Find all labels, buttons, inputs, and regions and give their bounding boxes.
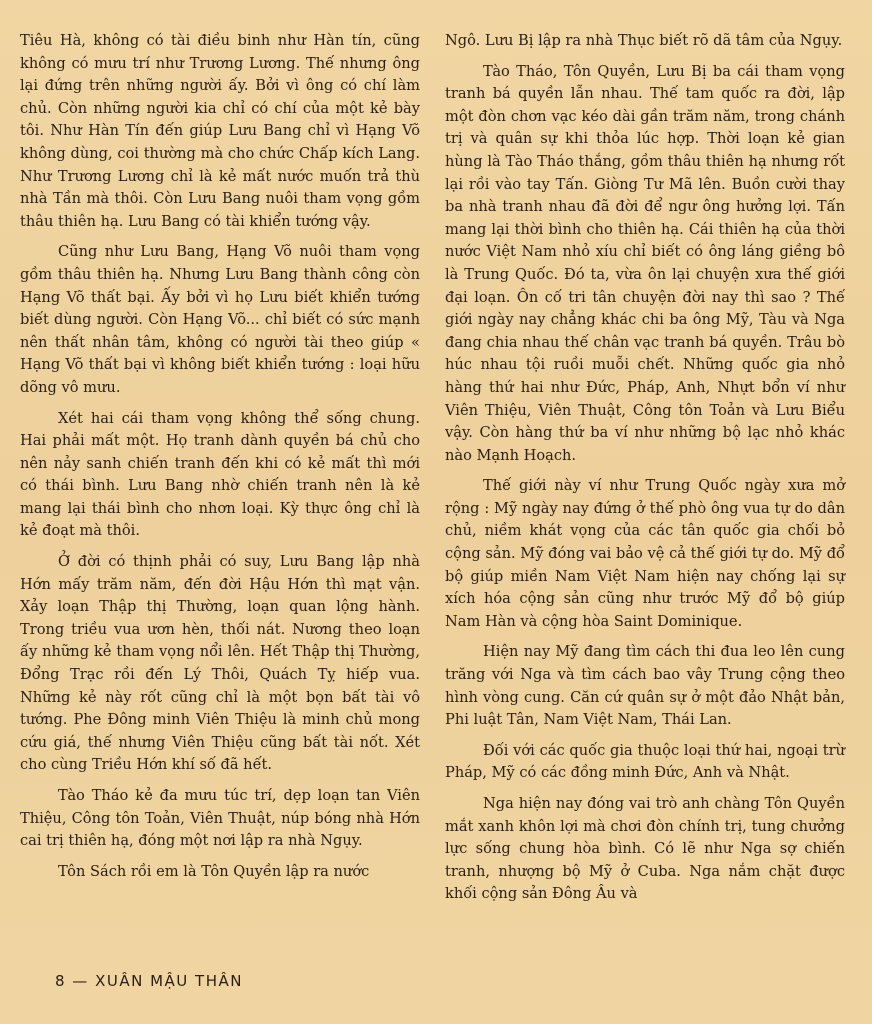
paragraph: Cũng như Lưu Bang, Hạng Võ nuôi tham vọng gồm thâu thiên hạ. Nhưng Lưu Bang thành công còn Hạng Võ thất bại. Ấy bởi vì họ Lưu biết khiển tướng biết dùng người. Còn Hạng Võ... chỉ biết có sức mạnh nên thất nhân tâm, không có người tài theo giúp « Hạng Võ thất bại vì không biết khiển tướng : loại hữu dõng vô mưu.	[20, 243, 420, 396]
paragraph: Tào Tháo kẻ đa mưu túc trí, dẹp loạn tan Viên Thiệu, Công tôn Toản, Viên Thuật, núp bóng nhà Hớn cai trị thiên hạ, đóng một nơi lập ra nhà Ngụy.	[20, 787, 420, 850]
paragraph: Ngô. Lưu Bị lập ra nhà Thục biết rõ dã tâm của Ngụy.	[445, 32, 843, 49]
right-column	[445, 30, 845, 914]
paragraph: Thế giới này ví như Trung Quốc ngày xưa mở rộng : Mỹ ngày nay đứng ở thế phò ông vua tự do dân chủ, niềm khát vọng của các tân quốc gia chối bỏ cộng sản. Mỹ đóng vai bảo vệ cả thế giới tự do. Mỹ đổ bộ giúp miền Nam Việt Nam hiện nay chống lại sự xích hóa cộng sản cũng như trước Mỹ đổ bộ giúp Nam Hàn và cộng hòa Saint Dominique.	[445, 477, 845, 630]
paragraph: Tào Tháo, Tôn Quyền, Lưu Bị ba cái tham vọng tranh bá quyền lẫn nhau. Thế tam quốc ra đời, lập một đòn chơn vạc kéo dài gần trăm năm, trong chánh trị và quân sự khi thỏa lúc hợp. Thời loạn kẻ gian hùng là Tào Tháo thắng, gồm thâu thiên hạ nhưng rốt lại rồi vào tay Tấn. Giòng Tư Mã lên. Buồn cười thay ba nhà tranh nhau đã đời để ngư ông hưởng lợi. Tấn mang lại thời bình cho thiên hạ. Cái thiên hạ của thời nước Việt Nam nhỏ xíu chỉ biết có ông láng giềng bô là Trung Quốc. Đó ta, vừa ôn lại chuyện xưa thế giới đại loạn. Ôn cố tri tân chuyện đời nay thì sao ? Thế giới ngày nay chẳng khác chi ba ông Mỹ, Tàu và Nga đang chia nhau thế chân vạc tranh bá quyền. Trâu bò húc nhau tội ruồi muỗi chết. Những quốc gia nhỏ hàng thứ hai như Đức, Pháp, Anh, Nhựt bổn ví như Viên Thiệu, Viên Thuật, Công tôn Toản và Lưu Biểu vậy. Còn hàng thứ ba ví như những bộ lạc nhỏ khác nào Mạnh Hoạch.	[445, 62, 845, 464]
paragraph: Tiêu Hà, không có tài điều binh như Hàn tín, cũng không có mưu trí như Trương Lương. Thế nhưng ông lại đứng trên những người ấy. Bởi vì ông có chí làm chủ. Còn những người kia chỉ có chí của một kẻ bày tôi. Như Hàn Tín đến giúp Lưu Bang chỉ vì Hạng Võ không dùng, coi thường mà cho chức Chấp kích Lang. Như Trương Lương chỉ là kẻ mất nước muốn trả thù nhà Tần mà thôi. Còn Lưu Bang nuôi tham vọng gồm thâu thiên hạ. Lưu Bang có tài khiển tướng vậy.	[20, 32, 420, 230]
left-column	[20, 30, 420, 891]
page-footer: 8 — XUÂN MẬU THÂN	[55, 972, 243, 990]
paragraph: Xét hai cái tham vọng không thể sống chung. Hai phải mất một. Họ tranh dành quyền bá chủ cho nên nảy sanh chiến tranh đến khi có kẻ mất thì mới có thái bình. Lưu Bang nhờ chiến tranh nên là kẻ mang lại thái bình cho nhơn loại. Kỳ thực ông chỉ là kẻ đoạt mà thôi.	[20, 409, 420, 540]
paragraph: Đối với các quốc gia thuộc loại thứ hai, ngoại trừ Pháp, Mỹ có các đồng minh Đức, Anh và Nhật.	[445, 741, 845, 782]
paragraph: Nga hiện nay đóng vai trò anh chàng Tôn Quyền mắt xanh khôn lợi mà chơi đòn chính trị, tung chưởng lực sống chung hòa bình. Có lẽ như Nga sợ chiến tranh, nhượng bộ Mỹ ở Cuba. Nga nắm chặt được khối cộng sản Đông Âu và	[445, 795, 845, 903]
paragraph: Tôn Sách rồi em là Tôn Quyền lập ra nước	[58, 862, 370, 880]
paragraph: Hiện nay Mỹ đang tìm cách thi đua leo lên cung trăng với Nga và tìm cách bao vây Trung cộng theo hình vòng cung. Căn cứ quân sự ở một đảo Nhật bản, Phi luật Tân, Nam Việt Nam, Thái Lan.	[445, 643, 845, 729]
paragraph: Ở đời có thịnh phải có suy, Lưu Bang lập nhà Hớn mấy trăm năm, đến đời Hậu Hớn thì mạt vận. Xảy loạn Thập thị Thường, loạn quan lộng hành. Trong triều vua ươn hèn, thối nát. Nương theo loạn ấy những kẻ tham vọng nổi lên. Hết Thập thị Thường, Đổng Trạc rồi đến Lý Thôi, Quách Tỵ hiếp vua. Những kẻ này rốt cũng chỉ là một bọn bất tài vô tướng. Phe Đông minh Viên Thiệu là minh chủ mong cứu giá, thế nhưng Viên Thiệu cũng bất tài nốt. Xét cho cùng Triều Hớn khí số đã hết.	[20, 553, 420, 774]
